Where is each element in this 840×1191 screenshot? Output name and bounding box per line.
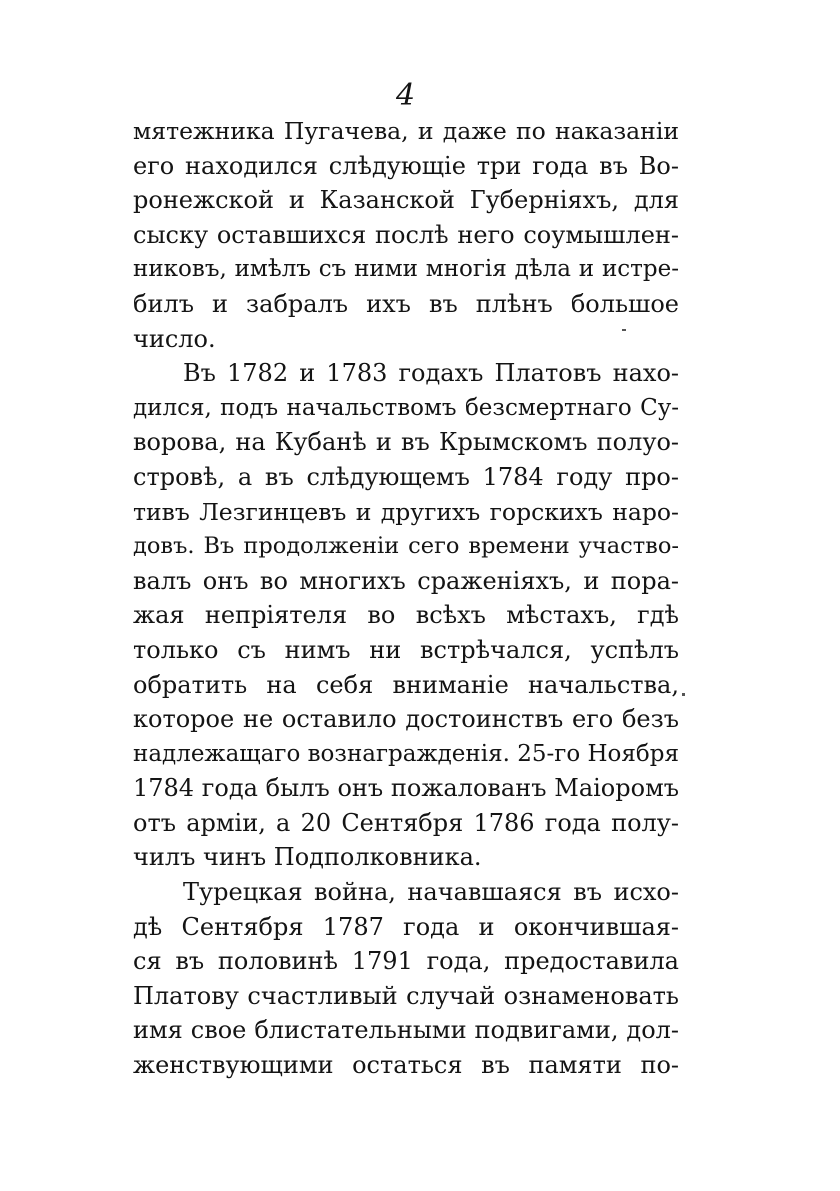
text-line: стровѣ, а въ слѣдующемъ 1784 году про- [133,462,679,491]
text-line: Въ 1782 и 1783 годахъ Платовъ нахо- [183,359,679,388]
text-line: число. [133,324,216,353]
text-line: никовъ, имѣлъ съ ними многія дѣла и истре- [133,256,679,283]
text-line: валъ онъ во многихъ сраженіяхъ, и пора- [133,566,679,595]
text-line: только съ нимъ ни встрѣчался, успѣлъ [133,635,679,664]
text-line: имя свое блистательными подвигами, дол- [133,1016,679,1045]
text-line: билъ и забралъ ихъ въ плѣнъ большое [133,289,679,318]
print-speck [682,693,685,696]
text-line: ворова, на Кубанѣ и въ Крымскомъ полуо- [133,428,679,457]
body-text [133,114,679,1083]
text-line: сыску оставшихся послѣ него соумышлен- [133,220,679,249]
text-line: жая непріятеля во всѣхъ мѣстахъ, гдѣ [133,601,679,630]
print-speck [622,329,626,331]
text-line: ся въ половинѣ 1791 года, предоставила [133,947,679,976]
page-number: 4 [396,78,416,113]
text-line: которое не оставило достоинствъ его безъ [133,705,679,734]
text-line: Турецкая война, начавшаяся въ исхо- [183,878,679,907]
text-line: отъ арміи, а 20 Сентября 1786 года полу- [133,808,679,837]
text-line: довъ. Въ продолженіи сего времени участво- [133,533,679,560]
text-line: надлежащаго вознагражденія. 25-го Ноября [133,740,679,767]
text-line: тивъ Лезгинцевъ и другихъ горскихъ наро- [133,497,679,526]
text-line: его находился слѣдующіе три года въ Во- [133,151,679,180]
text-line: мятежника Пугачева, и даже по наказаніи [133,117,679,145]
text-line: Платову счастливый случай ознаменовать [133,981,679,1010]
text-line: женствующими остаться въ памяти по- [133,1051,679,1080]
text-line: ронежской и Казанской Губерніяхъ, для [133,186,679,215]
text-line: обратить на себя вниманіе начальства, [133,670,679,699]
text-line: дился, подъ начальствомъ безсмертнаго Су- [133,394,679,421]
text-line: 1784 года былъ онъ пожалованъ Маіоромъ [133,774,679,803]
text-line: дѣ Сентября 1787 года и окончившая- [133,912,679,941]
text-line: чилъ чинъ Подполковника. [133,843,482,872]
